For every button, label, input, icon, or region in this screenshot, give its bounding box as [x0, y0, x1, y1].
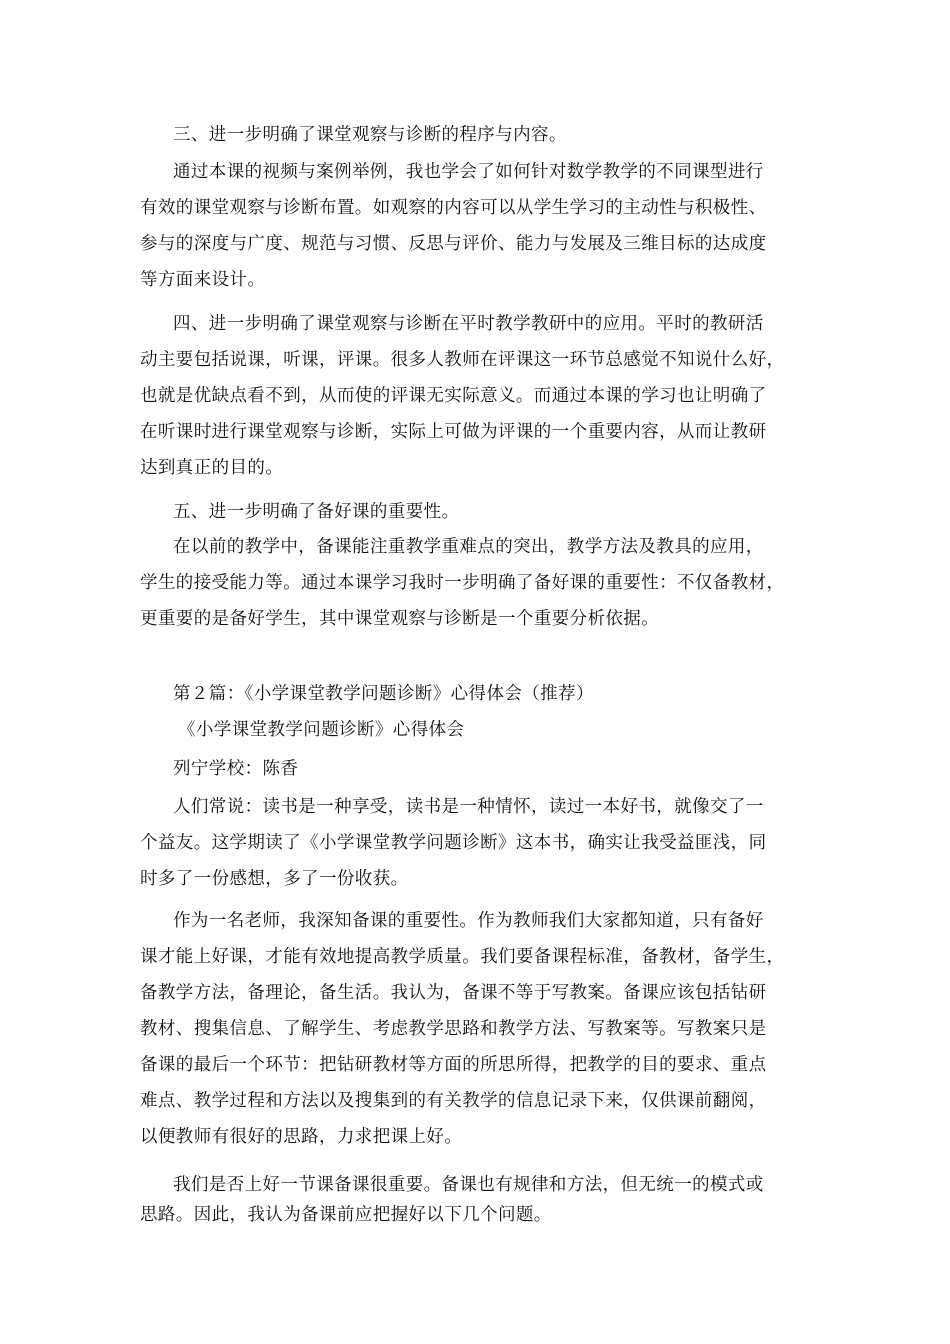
text-line: 更重要的是备好学生，其中课堂观察与诊断是一个重要分析依据。	[140, 609, 660, 629]
text-line: 达到真正的目的。	[140, 458, 284, 478]
text-line: 个益友。这学期读了《小学课堂教学问题诊断》这本书，确实让我受益匪浅，同	[140, 833, 767, 853]
article-subtitle-block	[140, 712, 825, 748]
text-line: 备教学方法，备理论，备生活。我认为，备课不等于写教案。备课应该包括钻研	[140, 983, 767, 1003]
text-line: 在以前的教学中，备课能注重教学重难点的突出，教学方法及教具的应用，	[173, 537, 764, 557]
text-line: 四、进一步明确了课堂观察与诊断在平时教学教研中的应用。平时的教研活	[173, 314, 764, 334]
text-line: 思路。因此，我认为备课前应把握好以下几个问题。	[140, 1205, 552, 1225]
paragraph-teacher-prep	[140, 903, 825, 1155]
text-line: 难点、教学过程和方法以及搜集到的有关教学的信息记录下来，仅供课前翻阅，	[140, 1091, 767, 1111]
text-line: 我们是否上好一节课备课很重要。备课也有规律和方法，但无统一的模式或	[173, 1175, 764, 1195]
text-line: 作为一名老师，我深知备课的重要性。作为教师我们大家都知道，只有备好	[173, 911, 764, 931]
text-line: 教材、搜集信息、了解学生、考虑教学思路和教学方法、写教案等。写教案只是	[140, 1019, 767, 1039]
paragraph-closing	[140, 1170, 825, 1230]
paragraph-observation-content	[140, 154, 825, 298]
author-line-block	[140, 751, 825, 787]
point-five-heading	[140, 494, 825, 530]
text-line: 人们常说：读书是一种享受，读书是一种情怀，读过一本好书，就像交了一	[173, 797, 764, 817]
author-line: 列宁学校：陈香	[173, 759, 299, 779]
text-line: 通过本课的视频与案例举例，我也学会了如何针对数学教学的不同课型进行	[173, 162, 764, 182]
text-line: 课才能上好课，才能有效地提高教学质量。我们要备课程标准，备教材，备学生，	[140, 947, 785, 967]
text-line: 备课的最后一个环节：把钻研教材等方面的所思所得，把教学的目的要求、重点	[140, 1055, 767, 1075]
paragraph-point-four	[140, 306, 825, 486]
text-line: 三、进一步明确了课堂观察与诊断的程序与内容。	[173, 125, 567, 145]
article-subtitle: 《小学课堂教学问题诊断》心得体会	[178, 720, 465, 740]
paragraph-reading	[140, 789, 825, 897]
text-line: 等方面来设计。	[140, 270, 266, 290]
text-line: 在听课时进行课堂观察与诊断，实际上可做为评课的一个重要内容，从而让教研	[140, 422, 767, 442]
text-line: 有效的课堂观察与诊断布置。如观察的内容可以从学生学习的主动性与积极性、	[140, 198, 767, 218]
article-title: 第２篇：《小学课堂教学问题诊断》心得体会（推荐）	[173, 684, 594, 704]
text-line: 动主要包括说课，听课，评课。很多人教师在评课这一环节总感觉不知说什么好，	[140, 350, 785, 370]
text-line: 参与的深度与广度、规范与习惯、反思与评价、能力与发展及三维目标的达成度	[140, 234, 767, 254]
point-three-heading	[140, 117, 825, 153]
text-line: 时多了一份感想，多了一份收获。	[140, 869, 409, 889]
text-line: 也就是优缺点看不到，从而使的评课无实际意义。而通过本课的学习也让明确了	[140, 386, 767, 406]
article-heading	[140, 676, 825, 712]
text-line: 五、进一步明确了备好课的重要性。	[173, 502, 460, 522]
text-line: 学生的接受能力等。通过本课学习我时一步明确了备好课的重要性：不仅备教材，	[140, 573, 785, 593]
paragraph-lesson-prep	[140, 529, 825, 637]
text-line: 以便教师有很好的思路，力求把课上好。	[140, 1127, 463, 1147]
